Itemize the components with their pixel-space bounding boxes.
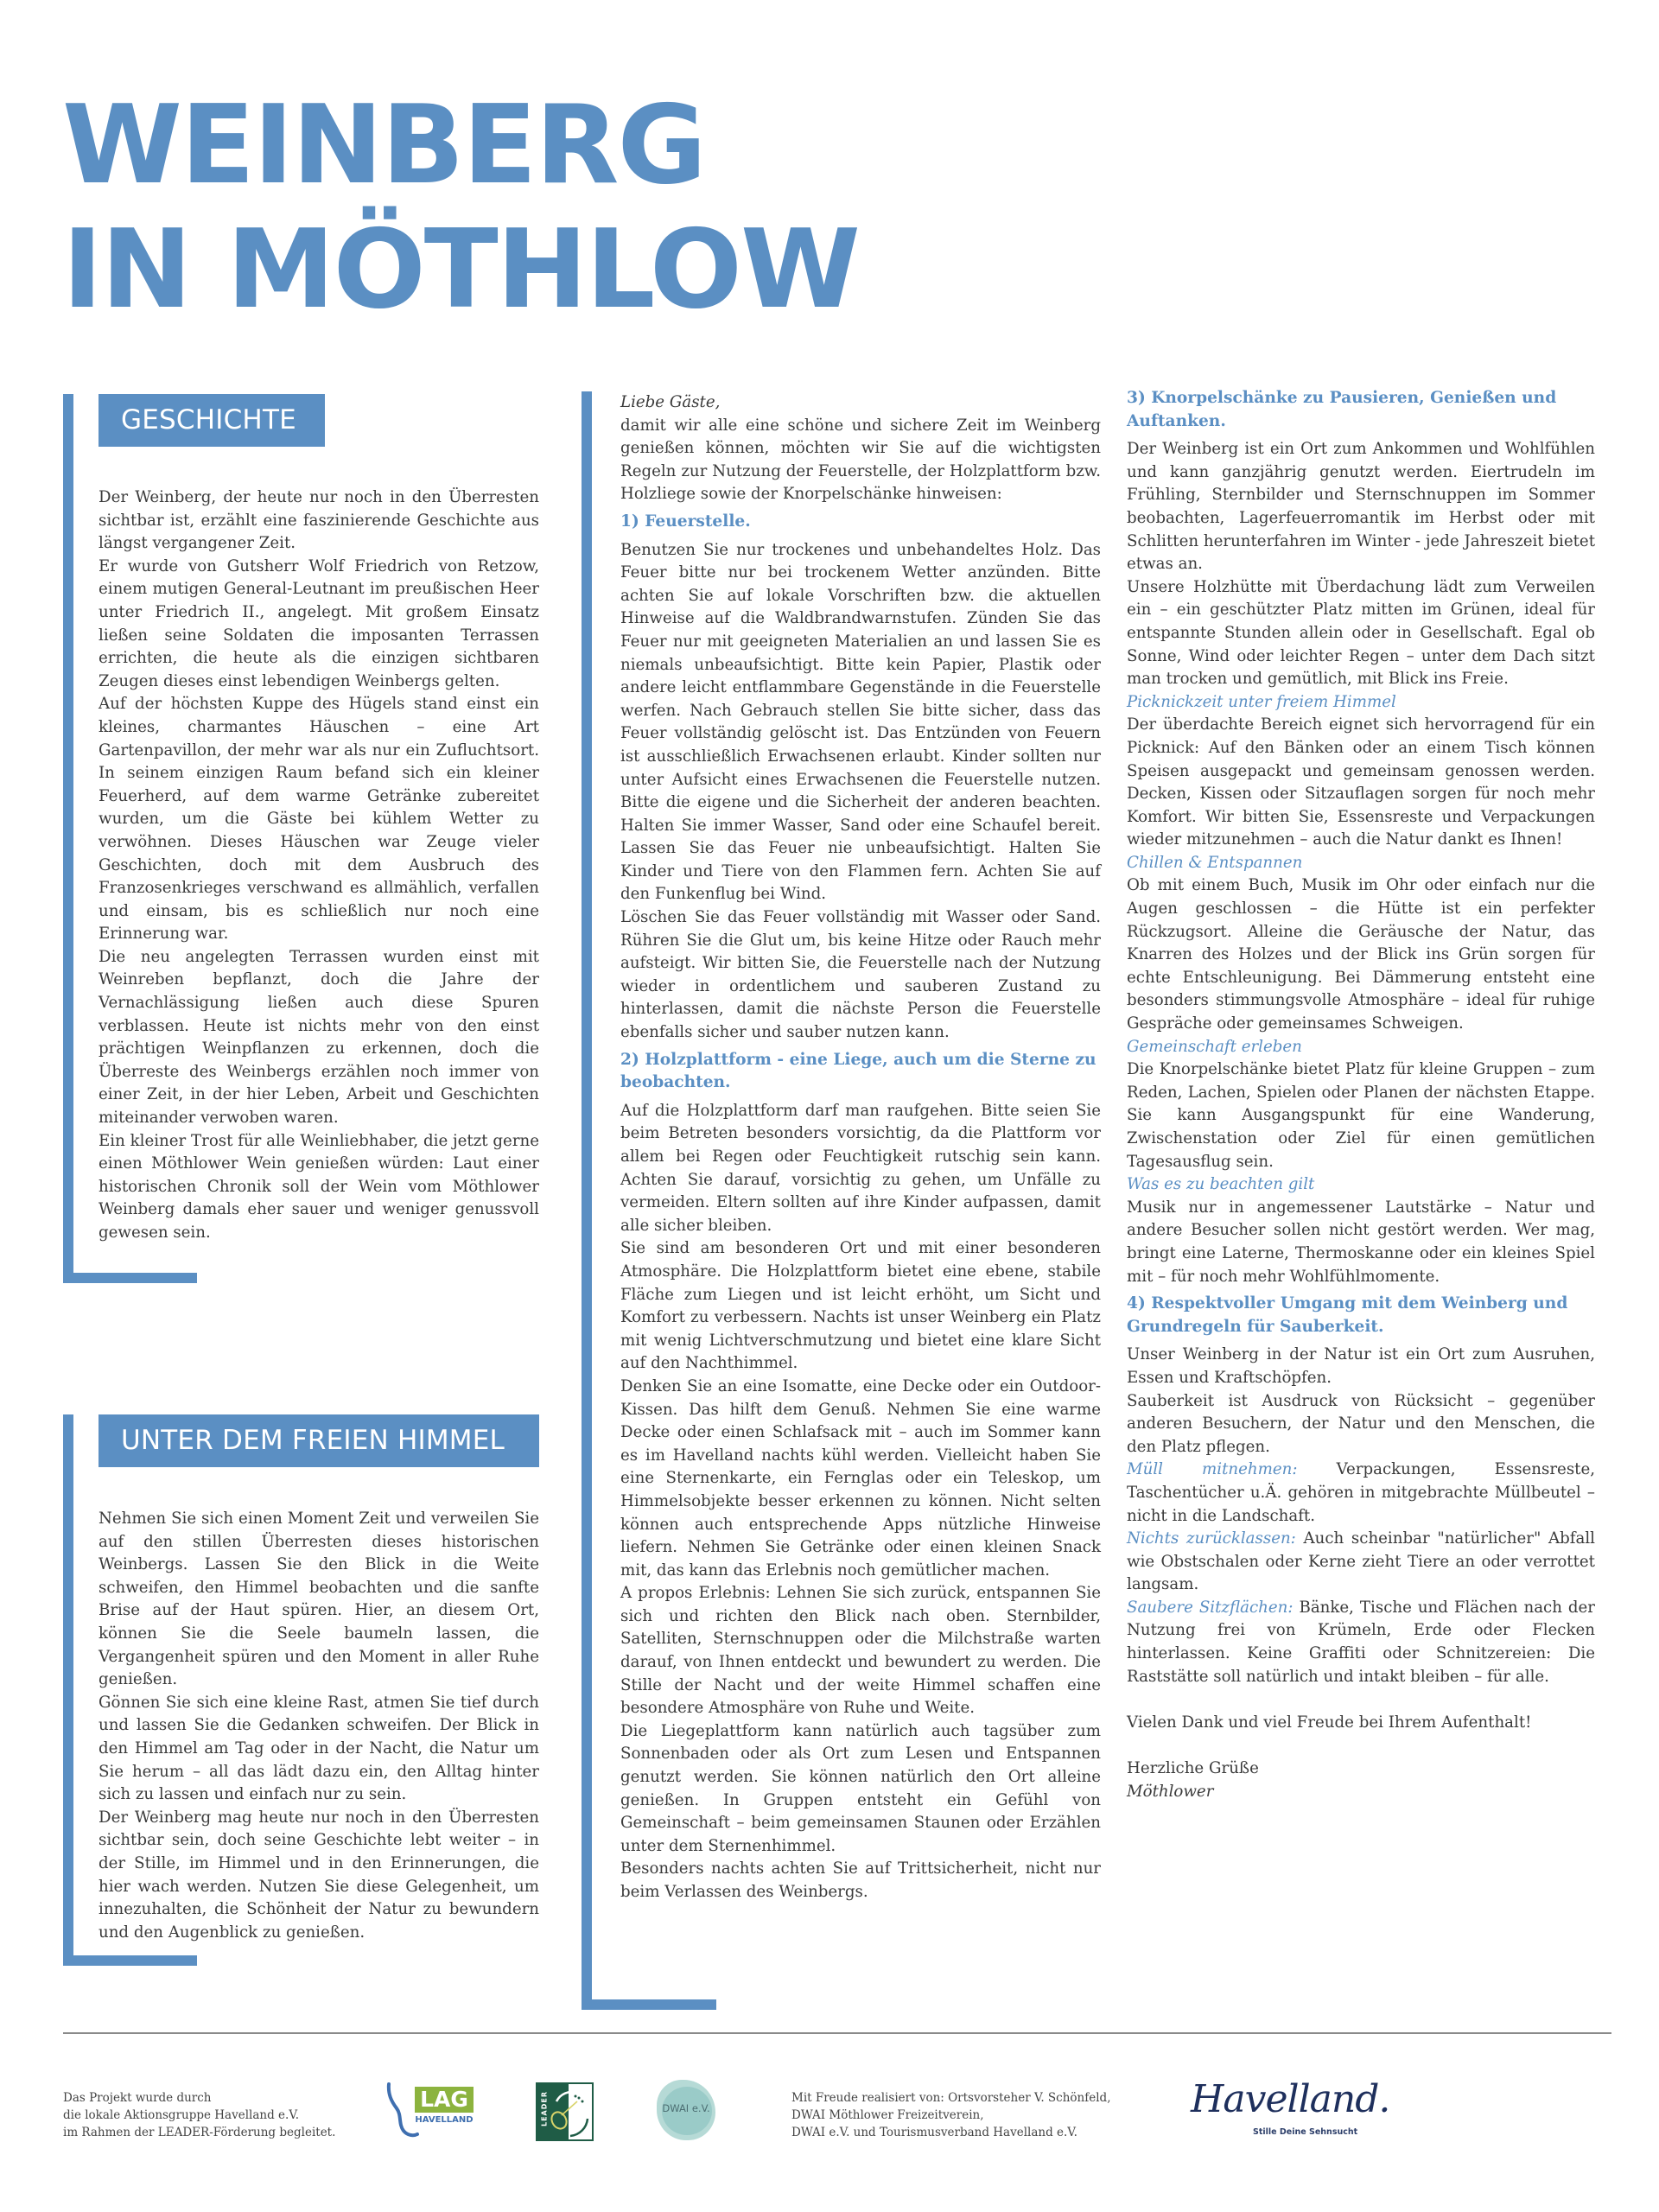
- title-line-1: WEINBERG: [62, 81, 705, 208]
- footer-note-line: DWAI Möthlower Freizeitverein,: [791, 2108, 984, 2122]
- paragraph: Die Liegeplattform kann natürlich auch tagsüber zum Sonnenbaden oder als Ort zum Lesen und Entspannen genutzt werden. Sie können natürlich den Ort alleine genießen. In Gruppen entsteht ein Gefühl von Gemeinschaft – beim gemeinsamen Staunen oder Erzählen unter dem Sternenhimmel.: [620, 1721, 1101, 1855]
- dwai-logo: [653, 2078, 719, 2142]
- title-line-2: IN MÖTHLOW: [62, 206, 859, 333]
- paragraph: Sie sind am besonderen Ort und mit einer besonderen Atmosphäre. Die Holzplattform bietet eine ebene, stabile Fläche zum Liegen und ist leicht erhöht, um Sicht und Komfort zu verbessern. Nachts ist unser Weinberg ein Platz mit wenig Lichtverschmutzung und bietet eine klare Sicht auf den Nachthimmel.: [620, 1239, 1101, 1373]
- rule-item: [1127, 1528, 1595, 1597]
- himmel-body: [99, 1508, 539, 1944]
- paragraph: Der Weinberg, der heute nur noch in den Überresten sichtbar ist, erzählt eine faszinierende Geschichte aus längst vergangener Zeit.: [99, 488, 539, 553]
- regards-line: Herzliche Grüße: [1127, 1759, 1259, 1778]
- paragraph: Auf der höchsten Kuppe des Hügels stand einst ein kleines, charmantes Häuschen – eine Art Gartenpavillon, der mehr war als nur ein Zufluchtsort. In seinem einzigen Raum befand sich ein kleiner Feuerherd, auf dem warme Getränke zubereitet wurden, um die Gäste bei kühlem Wetter zu verwöhnen. Dieses Häuschen war Zeuge vieler Geschichten, doch mit dem Ausbruch des Franzosenkrieges verschwand es allmählich, verfallen und einsam, bis es schließlich nur noch eine Erinnerung war.: [99, 695, 539, 944]
- rules-column-right: [1127, 387, 1595, 1803]
- rule-item-lead: Nichts zurücklassen:: [1127, 1529, 1296, 1548]
- paragraph: Der überdachte Bereich eignet sich hervorragend für ein Picknick: Auf den Bänken oder an einem Tisch können Speisen ausgepackt und gemeinsam genossen werden. Decken, Kissen oder Sitzauflagen sorgen für noch mehr Komfort. Wir bitten Sie, Essensreste und Verpackungen wieder mitzunehmen – auch die Natur dankt es Ihnen!: [1127, 715, 1595, 849]
- geschichte-bracket-horizontal: [63, 1273, 197, 1283]
- paragraph: Benutzen Sie nur trockenes und unbehandeltes Holz. Das Feuer bitte nur bei trockenem Wetter anzünden. Bitte achten Sie auf lokale Vorschriften bzw. die aktuellen Hinweise auf die Waldbrandwarnstufen. Zünden Sie das Feuer nur mit geeigneten Materialien an und lassen Sie es niemals unbeaufsichtigt. Bitte kein Papier, Plastik oder andere leicht entflammbare Gegenstände in die Feuerstelle werfen. Nach Gebrauch stellen Sie bitte sicher, dass das Feuer vollständig gelöscht ist. Das Entzünden von Feuern ist ausschließlich Erwachsenen erlaubt. Kinder sollten nur unter Aufsicht eines Erwachsenen die Feuerstelle nutzen. Bitte die eigene und die Sicherheit der anderen beachten. Halten Sie immer Wasser, Sand oder eine Schaufel bereit. Lassen Sie das Feuer nie unbeaufsichtigt. Halten Sie Kinder und Tiere von den Flammen fern. Achten Sie auf den Funkenflug bei Wind.: [620, 540, 1101, 904]
- himmel-bracket-vertical: [63, 1414, 73, 1966]
- geschichte-body: [99, 486, 539, 1245]
- rules-column-main: [620, 391, 1101, 1904]
- section-heading-knorpelschaenke: 3) Knorpelschänke zu Pausieren, Genießen und Auftanken.: [1127, 389, 1557, 430]
- subheading-beachten: Was es zu beachten gilt: [1127, 1175, 1315, 1194]
- rule-item-lead: Saubere Sitzflächen:: [1127, 1598, 1294, 1617]
- paragraph: Sauberkeit ist Ausdruck von Rücksicht – gegenüber anderen Besuchern, der Natur und den Menschen, die den Platz pflegen.: [1127, 1391, 1595, 1456]
- page-title: [62, 83, 859, 332]
- rule-item-text: Auch scheinbar "natürlicher" Abfall wie Obstschalen oder Kerne zieht Tiere an oder verrottet langsam.: [1127, 1529, 1595, 1594]
- havelland-script: Havelland.: [1191, 2077, 1390, 2121]
- paragraph: Der Weinberg mag heute nur noch in den Überresten sichtbar sein, doch seine Geschichte lebt weiter – in der Stille, im Himmel und in den Erinnerungen, die hier wach werden. Nutzen Sie diese Gelegenheit, um innezuhalten, die Schönheit der Natur zu bewundern und den Augenblick zu genießen.: [99, 1808, 539, 1942]
- intro: damit wir alle eine schöne und sichere Zeit im Weinberg genießen können, möchten wir Sie auf die wichtigsten Regeln zur Nutzung der Feuerstelle, der Holzplattform bzw. Holzliege sowie der Knorpelschänke hinweisen:: [620, 416, 1101, 504]
- rule-item: [1127, 1459, 1595, 1528]
- rule-item-lead: Müll mitnehmen:: [1127, 1460, 1298, 1479]
- rule-item-text: Verpackungen, Essensreste, Taschentücher u.Ä. gehören in mitgebrachte Müllbeutel – nicht in die Landschaft.: [1127, 1460, 1596, 1525]
- paragraph: Der Weinberg ist ein Ort zum Ankommen und Wohlfühlen und kann ganzjährig genutzt werden. Eiertrudeln im Frühling, Sternbilder und Sternschnuppen im Sommer beobachten, Lagerfeuerromantik im Herbst oder mit Schlitten herunterfahren im Winter - jede Jahreszeit bietet etwas an.: [1127, 440, 1595, 574]
- paragraph: Ein kleiner Trost für alle Weinliebhaber, die jetzt gerne einen Möthlower Wein genießen würden: Laut einer historischen Chronik soll der Wein vom Möthlower Weinberg damals eher sauer und weniger genussvoll gewesen sein.: [99, 1131, 539, 1242]
- footer-note-left: [63, 2089, 335, 2141]
- section-heading-respekt: 4) Respektvoller Umgang mit dem Weinberg und Grundregeln für Sauberkeit.: [1127, 1294, 1568, 1336]
- rules-bracket-vertical: [582, 391, 592, 2010]
- rule-item: [1127, 1597, 1595, 1688]
- subheading-gemeinschaft: Gemeinschaft erleben: [1127, 1037, 1302, 1056]
- footer-note-right: [791, 2089, 1111, 2141]
- footer-note-line: Mit Freude realisiert von: Ortsvorsteher V. Schönfeld,: [791, 2091, 1111, 2105]
- paragraph: A propos Erlebnis: Lehnen Sie sich zurück, entspannen Sie sich und richten den Blick nach oben. Sternbilder, Satelliten, Sternschnuppen oder die Milchstraße warten darauf, von Ihnen entdeckt und bewundert zu werden. Die Stille der Nacht und der weite Himmel schaffen eine besondere Atmosphäre von Ruhe und Weite.: [620, 1584, 1101, 1718]
- section-heading-feuerstelle: 1) Feuerstelle.: [620, 512, 751, 531]
- havelland-tagline: Stille Deine Sehnsucht: [1253, 2127, 1358, 2137]
- spacer: [1127, 1734, 1595, 1758]
- leader-text: LEADER: [540, 2090, 549, 2127]
- paragraph: Denken Sie an eine Isomatte, eine Decke oder ein Outdoor-Kissen. Das hilft dem Genuß. Nehmen Sie eine warme Decke oder einen Schlafsack mit – auch im Sommer kann es im Havelland nachts kühl werden. Vielleicht haben Sie eine Sternenkarte, ein Fernglas oder ein Teleskop, um Himmelsobjekte besser erkennen zu können. Nicht selten können auch entsprechende Apps nützliche Hinweise liefern. Nehmen Sie Getränke oder einen kleinen Snack mit, das kann das Erlebnis noch gemütlicher machen.: [620, 1376, 1101, 1580]
- paragraph: Auf die Holzplattform darf man raufgehen. Bitte seien Sie beim Betreten besonders vorsichtig, da die Plattform vor allem bei Regen oder Feuchtigkeit rutschig sein kann. Achten Sie darauf, vorsichtig zu gehen, um Unfälle zu vermeiden. Eltern sollten auf ihre Kinder aufpassen, damit alle sicher bleiben.: [620, 1101, 1101, 1235]
- paragraph: Er wurde von Gutsherr Wolf Friedrich von Retzow, einem mutigen General-Leutnant im preußischen Heer unter Friedrich II., angelegt. Mit großem Einsatz ließen seine Soldaten die imposanten Terrassen errichten, die heute als die einzigen sichtbaren Zeugen dieses einst lebendigen Weinbergs gelten.: [99, 556, 539, 690]
- spacer: [1127, 1688, 1595, 1712]
- leader-logo: [536, 2082, 594, 2141]
- rules-bracket-horizontal: [582, 1999, 716, 2010]
- paragraph: Die Knorpelschänke bietet Platz für kleine Gruppen – zum Reden, Lachen, Spielen oder Planen der nächsten Etappe. Sie kann Ausgangspunkt für eine Wanderung, Zwischenstation oder Ziel für einen gemütlichen Tagesausflug sein.: [1127, 1060, 1595, 1171]
- thanks-line: Vielen Dank und viel Freude bei Ihrem Aufenthalt!: [1127, 1713, 1532, 1732]
- footer-note-line: die lokale Aktionsgruppe Havelland e.V.: [63, 2108, 299, 2122]
- subheading-picknick: Picknickzeit unter freiem Himmel: [1127, 692, 1396, 711]
- paragraph: Musik nur in angemessener Lautstärke – Natur und andere Besucher sollen nicht gestört werden. Wer mag, bringt eine Laterne, Thermoskanne oder ein kleines Spiel mit – für noch mehr Wohlfühlmomente.: [1127, 1198, 1595, 1286]
- footer-note-line: Das Projekt wurde durch: [63, 2091, 212, 2105]
- greeting: Liebe Gäste,: [620, 393, 721, 411]
- footer-divider: [63, 2032, 1611, 2034]
- subheading-chillen: Chillen & Entspannen: [1127, 853, 1303, 872]
- lag-text: LAG: [420, 2087, 468, 2112]
- paragraph: Die neu angelegten Terrassen wurden einst mit Weinreben bepflanzt, doch die Jahre der Vernachlässigung ließen auch diese Spuren verblassen. Heute ist nichts mehr von den einst prächtigen Weinpflanzen zu erkennen, doch die Überreste des Weinbergs erzählen noch immer von einer Zeit, in der hier Leben, Arbeit und Geschichten miteinander verwoben waren.: [99, 947, 539, 1128]
- footer-note-line: DWAI e.V. und Tourismusverband Havelland e.V.: [791, 2126, 1077, 2139]
- lag-havelland-logo: [386, 2082, 474, 2141]
- geschichte-heading: GESCHICHTE: [99, 394, 325, 447]
- paragraph: Unser Weinberg in der Natur ist ein Ort zum Ausruhen, Essen und Kraftschöpfen.: [1127, 1345, 1595, 1387]
- paragraph: Löschen Sie das Feuer vollständig mit Wasser oder Sand. Rühren Sie die Glut um, bis keine Hitze oder Rauch mehr aufsteigt. Wir bitten Sie, die Feuerstelle nach der Nutzung wieder in ordentlichem und sauberen Zustand zu hinterlassen, damit die nächste Person die Feuerstelle ebenfalls sicher und sauber nutzen kann.: [620, 908, 1101, 1042]
- paragraph: Besonders nachts achten Sie auf Trittsicherheit, nicht nur beim Verlassen des Weinbergs.: [620, 1859, 1101, 1901]
- paragraph: Unsere Holzhütte mit Überdachung lädt zum Verweilen ein – ein geschützter Platz mitten im Grünen, ideal für entspannte Stunden allein oder in Gesellschaft. Egal ob Sonne, Wind oder leichter Regen – unter dem Dach sitzt man trocken und gemütlich, mit Blick ins Freie.: [1127, 577, 1595, 689]
- lag-subtext: HAVELLAND: [415, 2115, 474, 2125]
- rule-item-text: Bänke, Tische und Flächen nach der Nutzung frei von Krümeln, Erde oder Flecken hinterlassen. Keine Graffiti oder Schnitzereien: Die Raststätte soll natürlich und intakt bleiben – für alle.: [1127, 1598, 1595, 1686]
- lag-box: [415, 2087, 474, 2113]
- leader-emblem-icon: [537, 2084, 593, 2139]
- signature: Möthlower: [1127, 1782, 1214, 1801]
- paragraph: Gönnen Sie sich eine kleine Rast, atmen Sie tief durch und lassen Sie die Gedanken schweifen. Der Blick in den Himmel am Tag oder in der Nacht, die Natur um Sie herum – all das lädt dazu ein, den Alltag hinter sich zu lassen und einfach nur zu sein.: [99, 1693, 539, 1804]
- havelland-logo: [1191, 2072, 1390, 2152]
- paragraph: Nehmen Sie sich einen Moment Zeit und verweilen Sie auf den stillen Überresten dieses historischen Weinbergs. Lassen Sie den Blick in die Weite schweifen, den Himmel beobachten und die sanfte Brise auf der Haut spüren. Hier, an diesem Ort, können Sie die Seele baumeln lassen, die Vergangenheit spüren und den Moment in aller Ruhe genießen.: [99, 1510, 539, 1689]
- paragraph: Ob mit einem Buch, Musik im Ohr oder einfach nur die Augen geschlossen – die Hütte ist ein perfekter Rückzugsort. Alleine die Geräusche der Natur, das Knarren des Holzes und der Blick ins Grün sorgen für echte Entschleunigung. Bei Dämmerung entsteht eine besonders stimmungsvolle Atmosphäre – ideal für ruhige Gespräche oder gemeinsames Schweigen.: [1127, 876, 1595, 1033]
- section-heading-holzplattform: 2) Holzplattform - eine Liege, auch um die Sterne zu beobachten.: [620, 1050, 1096, 1092]
- himmel-heading: UNTER DEM FREIEN HIMMEL: [99, 1414, 539, 1467]
- geschichte-bracket-vertical: [63, 394, 73, 1283]
- dwai-text: DWAI e.V.: [662, 2102, 710, 2114]
- footer-note-line: im Rahmen der LEADER-Förderung begleitet.: [63, 2126, 336, 2139]
- himmel-bracket-horizontal: [63, 1955, 197, 1966]
